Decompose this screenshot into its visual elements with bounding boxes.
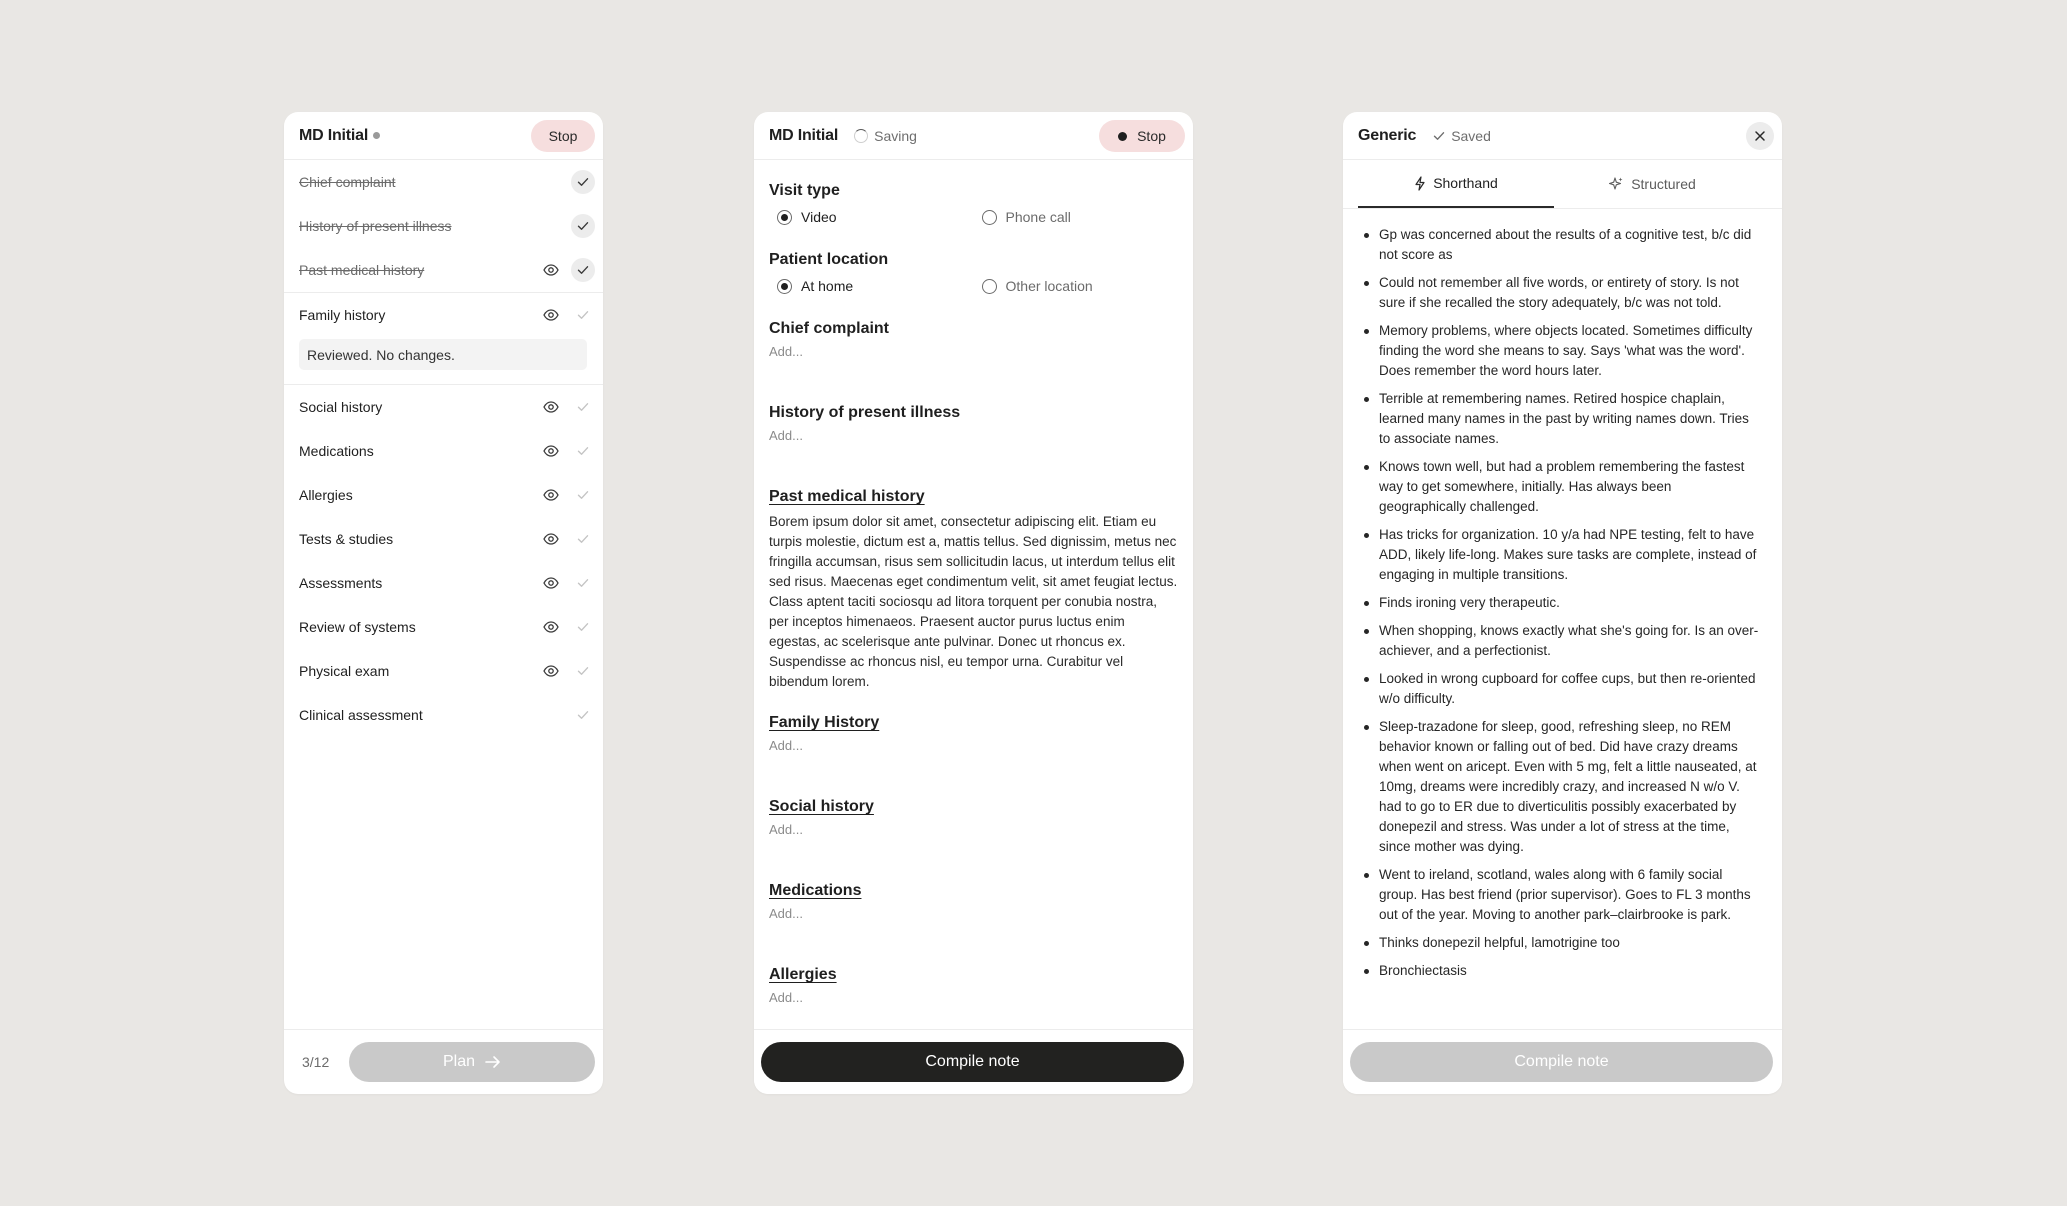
radio-unselected-icon[interactable]: [982, 279, 997, 294]
family-history-field[interactable]: [769, 714, 1178, 753]
check-icon[interactable]: [571, 303, 595, 327]
compiled-note-panel: [1343, 112, 1782, 1094]
radio-label: At home: [801, 278, 854, 294]
radio-selected-icon[interactable]: [777, 210, 792, 225]
section-item-clinical-assessment[interactable]: [284, 693, 603, 737]
list-item[interactable]: Gp was concerned about the results of a cognitive test, b/c did not score as: [1363, 225, 1762, 265]
section-item-social-history[interactable]: [284, 385, 603, 429]
check-icon[interactable]: [571, 214, 595, 238]
list-item[interactable]: Knows town well, but had a problem remembering the fastest way to get somewhere, initially. Has always been geographically challenged.: [1363, 457, 1762, 517]
section-label: History of present illness: [299, 218, 452, 234]
visit-type-field: [769, 182, 1178, 225]
bullet-list: [1343, 209, 1782, 981]
panel-header: [284, 112, 603, 160]
save-status-label: Saving: [874, 127, 917, 144]
stop-recording-button[interactable]: [1099, 120, 1185, 152]
shorthand-content: [1343, 209, 1782, 1012]
field-placeholder[interactable]: Add...: [769, 822, 803, 837]
panel-footer: [754, 1029, 1193, 1094]
tab-shorthand[interactable]: [1358, 160, 1554, 208]
section-item-physical-exam[interactable]: [284, 649, 603, 693]
lightning-icon: [1414, 176, 1426, 191]
section-item-allergies[interactable]: [284, 473, 603, 517]
field-title: Medications: [769, 882, 862, 899]
eye-icon[interactable]: [540, 259, 562, 281]
check-icon[interactable]: [571, 170, 595, 194]
patient-location-radio-group: [769, 278, 1178, 294]
section-label: Social history: [299, 399, 383, 415]
check-icon[interactable]: [571, 703, 595, 727]
section-label: Allergies: [299, 487, 353, 503]
section-label: Family history: [299, 307, 386, 323]
note-form: [754, 160, 1193, 1029]
field-title: Patient location: [769, 251, 889, 268]
list-item[interactable]: When shopping, knows exactly what she's going for. Is an over-achiever, and a perfectionist.: [1363, 621, 1762, 661]
social-history-field[interactable]: [769, 798, 1178, 837]
panel-header: [754, 112, 1193, 160]
field-title: Social history: [769, 798, 874, 815]
patient-location-field: [769, 251, 1178, 294]
field-title: Allergies: [769, 966, 837, 983]
list-item[interactable]: Thinks donepezil helpful, lamotrigine too: [1363, 933, 1762, 953]
section-item-past-medical-history[interactable]: [284, 248, 603, 292]
panel-footer: [284, 1029, 603, 1094]
plan-button-label: Plan: [442, 1053, 476, 1070]
note-template-title: MD Initial: [769, 126, 839, 144]
panel-footer: [1343, 1029, 1782, 1094]
note-template-title: Generic: [1358, 126, 1417, 144]
radio-at-home[interactable]: [769, 278, 974, 294]
list-item[interactable]: Looked in wrong cupboard for coffee cups, but then re-oriented w/o difficulty.: [1363, 669, 1762, 709]
field-title: Family History: [769, 714, 880, 731]
eye-icon[interactable]: [540, 440, 562, 462]
hpi-field[interactable]: [769, 404, 1178, 443]
plan-button[interactable]: [349, 1042, 595, 1082]
section-counter: 3/12: [302, 1054, 330, 1070]
eye-icon[interactable]: [540, 616, 562, 638]
save-status-label: Saved: [1451, 127, 1491, 144]
section-item-chief-complaint[interactable]: [284, 160, 603, 204]
field-placeholder[interactable]: Add...: [769, 738, 803, 753]
close-icon[interactable]: [1746, 122, 1774, 150]
section-checklist-panel: [284, 112, 603, 1094]
panel-header: [1343, 112, 1782, 160]
save-status: [854, 128, 917, 144]
note-editor-panel: [754, 112, 1193, 1094]
check-icon[interactable]: [571, 615, 595, 639]
check-icon[interactable]: [571, 659, 595, 683]
field-text[interactable]: Borem ipsum dolor sit amet, consectetur adipiscing elit. Etiam eu turpis molestie, dictum est a, mattis tellus. Sed dignissim, metus nec fringilla accumsan, risus sem sollicitudin lacus, ut interdum tellus elit sed risus. Maecenas eget condimentum velit, sit amet feugiat lectus. Class aptent taciti sociosqu ad litora torquent per conubia nostra, per inceptos himenaeos. Praesent auctor purus luctus enim egestas, ac scelerisque ante pulvinar. Donec ut rhoncus ex. Suspendisse ac rhoncus nisl, eu tempor urna. Curabitur vel bibendum lorem.: [769, 514, 1178, 689]
section-label: Chief complaint: [299, 174, 396, 190]
compile-note-button[interactable]: Compile note: [761, 1042, 1184, 1082]
field-placeholder[interactable]: Add...: [769, 906, 803, 921]
radio-unselected-icon[interactable]: [982, 210, 997, 225]
section-label: Medications: [299, 443, 374, 459]
section-item-review-of-systems[interactable]: [284, 605, 603, 649]
sparkle-icon: [1608, 176, 1624, 192]
section-label: Past medical history: [299, 262, 425, 278]
check-icon[interactable]: [571, 571, 595, 595]
tab-label: Structured: [1631, 176, 1696, 192]
note-view-tabs: [1343, 160, 1782, 209]
section-item-history-of-present-illness[interactable]: [284, 204, 603, 248]
field-title: History of present illness: [769, 404, 961, 421]
eye-icon[interactable]: [540, 304, 562, 326]
visit-type-radio-group: [769, 209, 1178, 225]
chief-complaint-field[interactable]: [769, 320, 1178, 359]
allergies-field[interactable]: [769, 966, 1178, 1005]
tab-structured[interactable]: [1554, 160, 1750, 208]
note-template-title: MD Initial: [299, 126, 369, 144]
radio-video[interactable]: [769, 209, 974, 225]
eye-icon[interactable]: [540, 660, 562, 682]
tab-label: Shorthand: [1433, 175, 1498, 191]
section-label: Assessments: [299, 575, 383, 591]
stop-button[interactable]: Stop: [531, 120, 595, 152]
section-item-medications[interactable]: [284, 429, 603, 473]
field-title: Past medical history: [769, 488, 925, 505]
section-item-family-history[interactable]: [284, 293, 603, 337]
section-label: Physical exam: [299, 663, 390, 679]
list-item[interactable]: Bronchiectasis: [1363, 961, 1762, 981]
list-item[interactable]: Finds ironing very therapeutic.: [1363, 593, 1762, 613]
list-item[interactable]: Terrible at remembering names. Retired hospice chaplain, learned many names in the past by writing names down. Tries to associate names.: [1363, 389, 1762, 449]
past-medical-history-field[interactable]: [769, 488, 1178, 692]
list-item[interactable]: Sleep-trazadone for sleep, good, refreshing sleep, no REM behavior known or falling out of bed. Did have crazy dreams when went on aricept. Even with 5 mg, felt a little nauseated, at 10mg, dreams were incredibly crazy, and increased N w/o V. had to go to ER due to diverticulitis possibly exacerbated by donepezil and stress. Was under a lot of stress at the time, since mother was dying.: [1363, 717, 1762, 857]
spinner-icon: [854, 129, 868, 143]
field-title: Visit type: [769, 182, 840, 199]
field-placeholder[interactable]: Add...: [769, 428, 803, 443]
section-label: Tests & studies: [299, 531, 394, 547]
record-dot-icon: [1118, 132, 1127, 141]
check-icon[interactable]: [571, 439, 595, 463]
field-placeholder[interactable]: Add...: [769, 990, 803, 1005]
section-item-assessments[interactable]: [284, 561, 603, 605]
compile-note-button[interactable]: Compile note: [1350, 1042, 1773, 1082]
medications-field[interactable]: [769, 882, 1178, 921]
arrow-right-icon: [485, 1055, 501, 1069]
check-icon: [1432, 129, 1446, 143]
radio-other-location[interactable]: [974, 278, 1179, 294]
eye-icon[interactable]: [540, 484, 562, 506]
list-item[interactable]: Went to ireland, scotland, wales along with 6 family social group. Has best friend (prior supervisor). Goes to FL 3 months out of the year. Moving to another park–clairbrooke is park.: [1363, 865, 1762, 925]
radio-phone-call[interactable]: [974, 209, 1179, 225]
stop-label: Stop: [1137, 128, 1166, 144]
list-item[interactable]: Has tricks for organization. 10 y/a had NPE testing, felt to have ADD, likely life-long. Makes sure tasks are complete, instead of engaging in multiple transitions.: [1363, 525, 1762, 585]
check-icon[interactable]: [571, 258, 595, 282]
section-label: Review of systems: [299, 619, 416, 635]
eye-icon[interactable]: [540, 396, 562, 418]
radio-selected-icon[interactable]: [777, 279, 792, 294]
list-item[interactable]: Could not remember all five words, or entirety of story. Is not sure if she recalled the story adequately, b/c was not told.: [1363, 273, 1762, 313]
recording-indicator-dot: [373, 132, 380, 139]
section-label: Clinical assessment: [299, 707, 423, 723]
radio-label: Phone call: [1005, 209, 1071, 225]
eye-icon[interactable]: [540, 528, 562, 550]
field-placeholder[interactable]: Add...: [769, 344, 803, 359]
save-status: [1432, 128, 1491, 144]
section-item-tests-studies[interactable]: [284, 517, 603, 561]
family-history-note[interactable]: Reviewed. No changes.: [299, 339, 587, 370]
eye-icon[interactable]: [540, 572, 562, 594]
radio-label: Video: [801, 209, 837, 225]
field-title: Chief complaint: [769, 320, 890, 337]
list-item[interactable]: Memory problems, where objects located. Sometimes difficulty finding the word she means to say. Says 'what was the word'. Does remember the word hours later.: [1363, 321, 1762, 381]
check-icon[interactable]: [571, 527, 595, 551]
check-icon[interactable]: [571, 483, 595, 507]
radio-label: Other location: [1005, 278, 1093, 294]
check-icon[interactable]: [571, 395, 595, 419]
